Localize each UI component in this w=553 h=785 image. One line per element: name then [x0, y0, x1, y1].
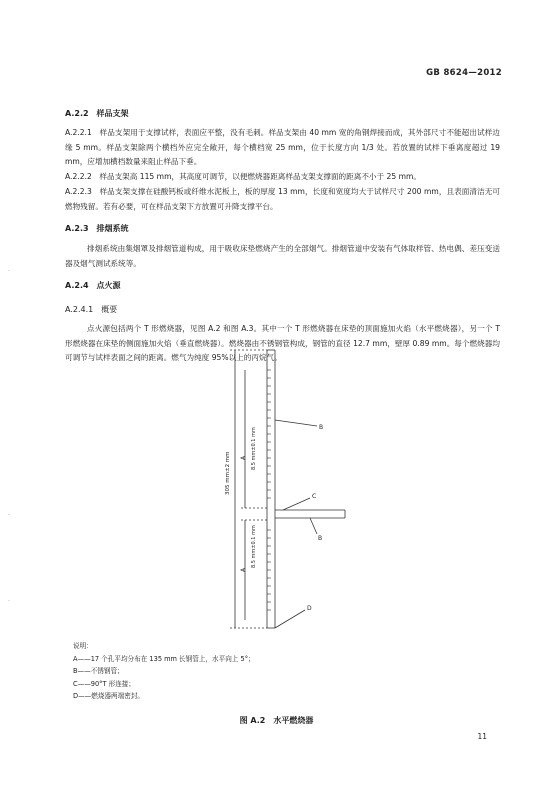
- burner-holes: [267, 370, 271, 610]
- margin-mark: ·: [8, 598, 10, 605]
- label-b-upper: B: [319, 424, 324, 431]
- margin-mark: ·: [8, 512, 10, 519]
- page-number: 11: [477, 732, 487, 741]
- leader-b-lower: [310, 518, 317, 534]
- leader-b-upper: [275, 420, 317, 426]
- heading-a2241: A.2.4.1 概要: [65, 305, 118, 314]
- legend-item-c: C——90°T 形连接；: [73, 679, 135, 688]
- figure-legend: [73, 640, 255, 703]
- paragraph-a2223: A.2.2.3 样品支架支撑在硅酸钙板或纤维水泥板上，板的厚度 13 mm，长度和宽度均大于试样尺寸 200 mm，且表面清洁无可燃物残留。若有必要，可在样品支架下方放置可升降支撑平台。: [65, 187, 500, 211]
- dimension-lower-label: 8.5 mm±0.1 mm: [251, 525, 257, 568]
- legend-title: 说明：: [73, 642, 93, 650]
- label-c: C: [312, 493, 317, 500]
- paragraph-a2241: 点火源包括两个 T 形燃烧器，见图 A.2 和图 A.3。其中一个 T 形燃烧器在床垫的顶面施加火焰（水平燃烧器），另一个 T 形燃烧器在床垫的侧面施加火焰（垂直燃烧器）。燃烧器由不锈钢管构成，钢管的直径 12.7 mm，壁厚 0.89 mm。每个燃烧器均可调节与试样表面之间的距离。燃气为纯度 95%以上的丙烷气。: [65, 324, 500, 362]
- leader-c: [283, 498, 310, 510]
- heading-a222: A.2.2 样品支架: [65, 109, 129, 118]
- label-a-upper: A: [240, 455, 247, 460]
- heading-a223: A.2.3 排烟系统: [65, 224, 129, 233]
- legend-item-b: B——不锈钢管；: [73, 667, 124, 675]
- paragraph-a223: 排烟系统由集烟罩及排烟管道构成，用于吸收床垫燃烧产生的全部烟气。排烟管道中安装有气体取样管、热电偶、差压变送器及烟气测试系统等。: [65, 244, 500, 268]
- legend-item-d: D——燃烧器两端密封。: [73, 692, 145, 700]
- label-b-lower: B: [318, 535, 323, 542]
- label-a-lower: A: [240, 567, 247, 572]
- burner-figure: [195, 340, 355, 640]
- dimension-upper-label: 8.5 mm±0.1 mm: [251, 427, 257, 470]
- label-d: D: [307, 605, 312, 612]
- heading-a224: A.2.4 点火源: [65, 281, 121, 290]
- paragraph-a2222: A.2.2.2 样品支架高 115 mm，其高度可调节，以便燃烧器距离样品支架支撑面的距离不小于 25 mm。: [65, 172, 421, 181]
- figure-caption: 图 A.2 水平燃烧器: [239, 716, 314, 725]
- legend-item-a: A——17 个孔平均分布在 135 mm 长钢管上，水平向上 5°；: [73, 654, 255, 663]
- margin-mark: ·: [8, 268, 10, 275]
- paragraph-a2221: A.2.2.1 样品支架用于支撑试样，表面应平整，没有毛刺。样品支架由 40 mm 宽的角钢焊接而成，其外部尺寸不能超出试样边缘 5 mm。样品支架除两个横档外应完全敞开，每个横档宽 25 mm，位于长度方向 1/3 处。若放置的试样下垂离度超过 19 mm，应增加横档数量来阻止样品下垂。: [65, 128, 500, 166]
- dimension-total-label: 305 mm±2 mm: [225, 451, 231, 495]
- standard-number: GB 8624—2012: [426, 68, 502, 78]
- leader-d: [275, 610, 305, 628]
